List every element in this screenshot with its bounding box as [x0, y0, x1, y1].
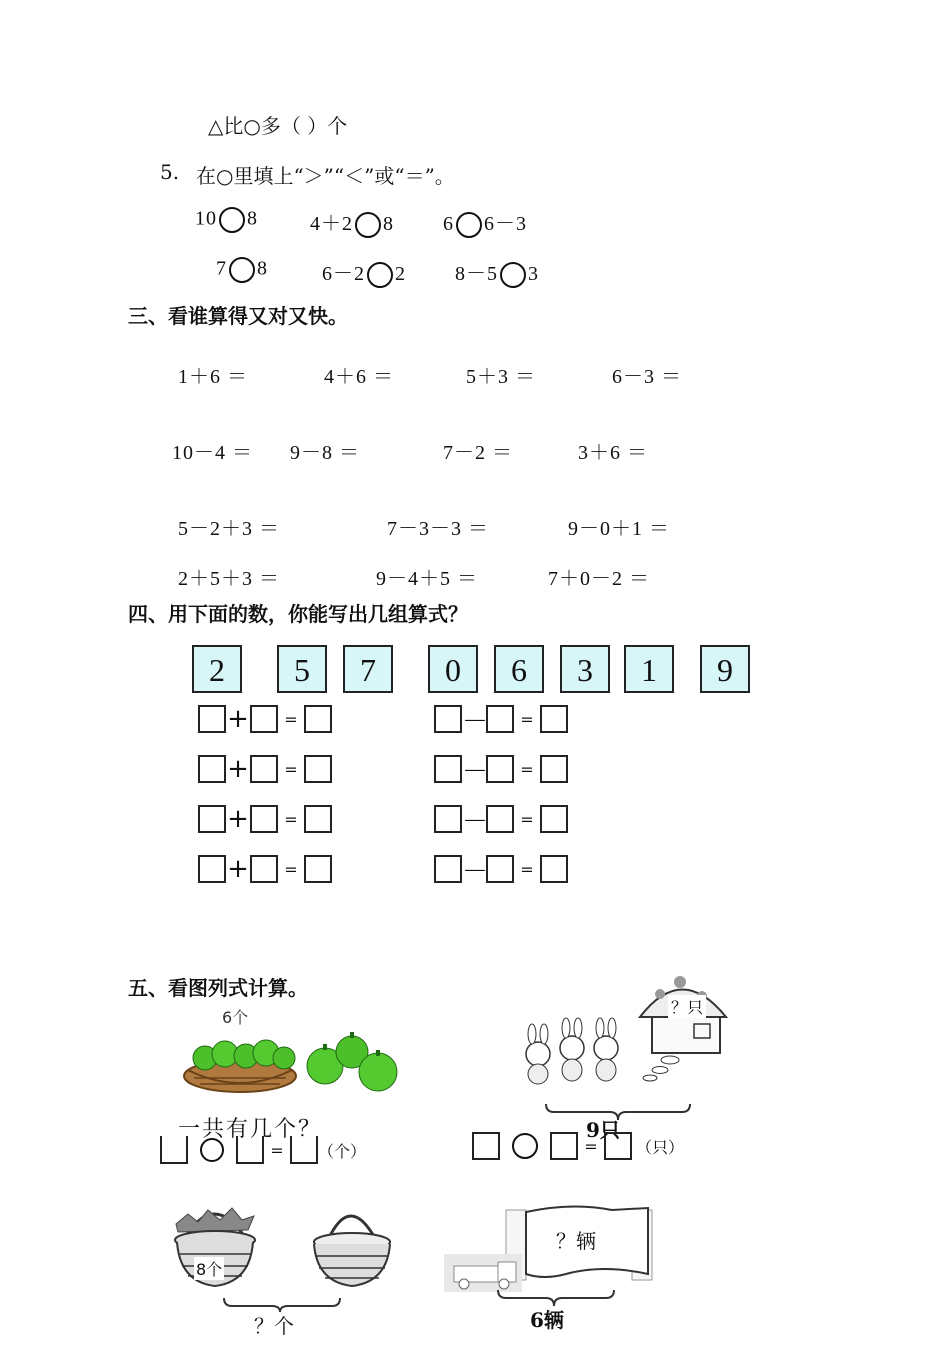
- compare-right: 8: [383, 213, 394, 235]
- compare-item: [322, 257, 406, 288]
- answer-box[interactable]: [540, 755, 568, 783]
- compare-circle[interactable]: [456, 212, 482, 238]
- baskets-total-label: ？个: [254, 1314, 294, 1338]
- arith-problem: 7＋0－2 ＝: [548, 568, 650, 590]
- addition-equation: [198, 803, 332, 835]
- compare-item: [216, 257, 268, 283]
- answer-box[interactable]: [434, 855, 462, 883]
- rabbits-equation: [472, 1130, 684, 1162]
- unit-label: （只）: [636, 1137, 685, 1157]
- equals-sign: =: [284, 759, 298, 779]
- number-tile: 0: [428, 645, 478, 693]
- operator-circle[interactable]: [512, 1133, 538, 1159]
- rabbits-house-illustration: [510, 962, 730, 1122]
- arith-problem: 2＋5＋3 ＝: [178, 568, 280, 590]
- arith-problem: 5－2＋3 ＝: [178, 518, 280, 540]
- compare-circle[interactable]: [229, 257, 255, 283]
- pepper-count-label: 6个: [222, 1008, 249, 1027]
- compare-right: 2: [395, 263, 406, 285]
- plus-sign: +: [227, 804, 249, 834]
- baskets-illustration: [168, 1196, 398, 1312]
- number-tile: 2: [192, 645, 242, 693]
- subtraction-equation: [434, 803, 568, 835]
- answer-box[interactable]: [486, 855, 514, 883]
- compare-left: 4＋2: [310, 213, 353, 235]
- compare-right: 6－3: [484, 213, 527, 235]
- compare-circle[interactable]: [219, 207, 245, 233]
- trucks-illustration: [442, 1204, 662, 1308]
- answer-box[interactable]: [198, 805, 226, 833]
- answer-box[interactable]: [550, 1132, 578, 1160]
- arith-problem: 7－3－3 ＝: [387, 518, 489, 540]
- equals-sign: =: [520, 859, 534, 879]
- arith-problem: 10－4 ＝: [172, 442, 253, 464]
- answer-box[interactable]: [472, 1132, 500, 1160]
- compare-right: 3: [528, 263, 539, 285]
- plus-sign: +: [227, 704, 249, 734]
- arith-problem: 9－8 ＝: [290, 442, 360, 464]
- number-tile: 1: [624, 645, 674, 693]
- pepper-question: 一共有几个？: [178, 1117, 323, 1142]
- equals-sign: =: [284, 809, 298, 829]
- truck-sign-label: ？辆: [556, 1229, 596, 1253]
- addition-equation: [198, 853, 332, 885]
- plus-sign: +: [227, 754, 249, 784]
- compare-circle[interactable]: [500, 262, 526, 288]
- equals-sign: =: [584, 1136, 598, 1156]
- house-count-label: ？只: [668, 995, 706, 1018]
- answer-box[interactable]: [304, 855, 332, 883]
- minus-sign: －: [462, 856, 489, 887]
- number-tile: 6: [494, 645, 544, 693]
- compare-right: 8: [257, 257, 268, 280]
- compare-item: [195, 207, 258, 233]
- subtraction-equation: [434, 703, 568, 735]
- compare-left: 7: [216, 257, 227, 280]
- compare-item: [455, 257, 539, 288]
- section4-title: 四、用下面的数，你能写出几组算式？: [128, 602, 468, 626]
- number-tile: 7: [343, 645, 393, 693]
- compare-circle[interactable]: [355, 212, 381, 238]
- answer-box[interactable]: [486, 705, 514, 733]
- section3-title: 三、看谁算得又对又快。: [128, 304, 348, 328]
- basket-count-label: 8个: [194, 1257, 224, 1280]
- answer-box[interactable]: [160, 1136, 188, 1164]
- answer-box[interactable]: [250, 755, 278, 783]
- answer-box[interactable]: [434, 705, 462, 733]
- compare-left: 10: [195, 207, 217, 230]
- compare-left: 8－5: [455, 263, 498, 285]
- answer-box[interactable]: [198, 855, 226, 883]
- answer-box[interactable]: [250, 855, 278, 883]
- peppers-equation: [160, 1134, 366, 1166]
- compare-right: 8: [247, 207, 258, 230]
- answer-box[interactable]: [486, 805, 514, 833]
- minus-sign: －: [462, 756, 489, 787]
- comparison-question: △比○多（ ）个: [208, 114, 348, 138]
- answer-box[interactable]: [604, 1132, 632, 1160]
- arith-problem: 9－4＋5 ＝: [376, 568, 478, 590]
- plus-sign: +: [227, 854, 249, 884]
- equals-sign: =: [284, 709, 298, 729]
- arith-problem: 4＋6 ＝: [324, 366, 394, 388]
- answer-box[interactable]: [540, 705, 568, 733]
- compare-left: 6－2: [322, 263, 365, 285]
- number-tile: 9: [700, 645, 750, 693]
- number-tile: 5: [277, 645, 327, 693]
- trucks-total-label: 6辆: [530, 1308, 564, 1332]
- q5-instruction: 在○里填上“＞”“＜”或“＝”。: [196, 164, 455, 188]
- addition-equation: [198, 703, 332, 735]
- q5-label: 5.: [160, 160, 180, 184]
- arith-problem: 6－3 ＝: [612, 366, 682, 388]
- section5-title: 五、看图列式计算。: [128, 976, 308, 1000]
- operator-circle[interactable]: [200, 1138, 224, 1162]
- answer-box[interactable]: [540, 805, 568, 833]
- answer-box[interactable]: [540, 855, 568, 883]
- compare-circle[interactable]: [367, 262, 393, 288]
- answer-box[interactable]: [290, 1136, 318, 1164]
- compare-left: 6: [443, 213, 454, 235]
- answer-box[interactable]: [434, 755, 462, 783]
- arith-problem: 7－2 ＝: [443, 442, 513, 464]
- minus-sign: －: [462, 706, 489, 737]
- answer-box[interactable]: [434, 805, 462, 833]
- arith-problem: 1＋6 ＝: [178, 366, 248, 388]
- equals-sign: =: [520, 709, 534, 729]
- equals-sign: =: [520, 759, 534, 779]
- answer-box[interactable]: [304, 805, 332, 833]
- equals-sign: =: [270, 1140, 284, 1160]
- addition-equation: [198, 753, 332, 785]
- answer-box[interactable]: [236, 1136, 264, 1164]
- rabbits-total-label: 9只: [586, 1118, 620, 1142]
- arith-problem: 5＋3 ＝: [466, 366, 536, 388]
- answer-box[interactable]: [250, 805, 278, 833]
- answer-box[interactable]: [198, 755, 226, 783]
- compare-item: [310, 207, 394, 238]
- answer-box[interactable]: [304, 705, 332, 733]
- compare-item: [443, 207, 527, 238]
- minus-sign: －: [462, 806, 489, 837]
- answer-box[interactable]: [250, 705, 278, 733]
- arith-problem: 9－0＋1 ＝: [568, 518, 670, 540]
- equals-sign: =: [284, 859, 298, 879]
- answer-box[interactable]: [304, 755, 332, 783]
- answer-box[interactable]: [486, 755, 514, 783]
- arith-problem: 3＋6 ＝: [578, 442, 648, 464]
- number-tile: 3: [560, 645, 610, 693]
- subtraction-equation: [434, 853, 568, 885]
- unit-label: （个）: [318, 1141, 367, 1161]
- equals-sign: =: [520, 809, 534, 829]
- peppers-basket-illustration: [180, 1026, 410, 1096]
- subtraction-equation: [434, 753, 568, 785]
- answer-box[interactable]: [198, 705, 226, 733]
